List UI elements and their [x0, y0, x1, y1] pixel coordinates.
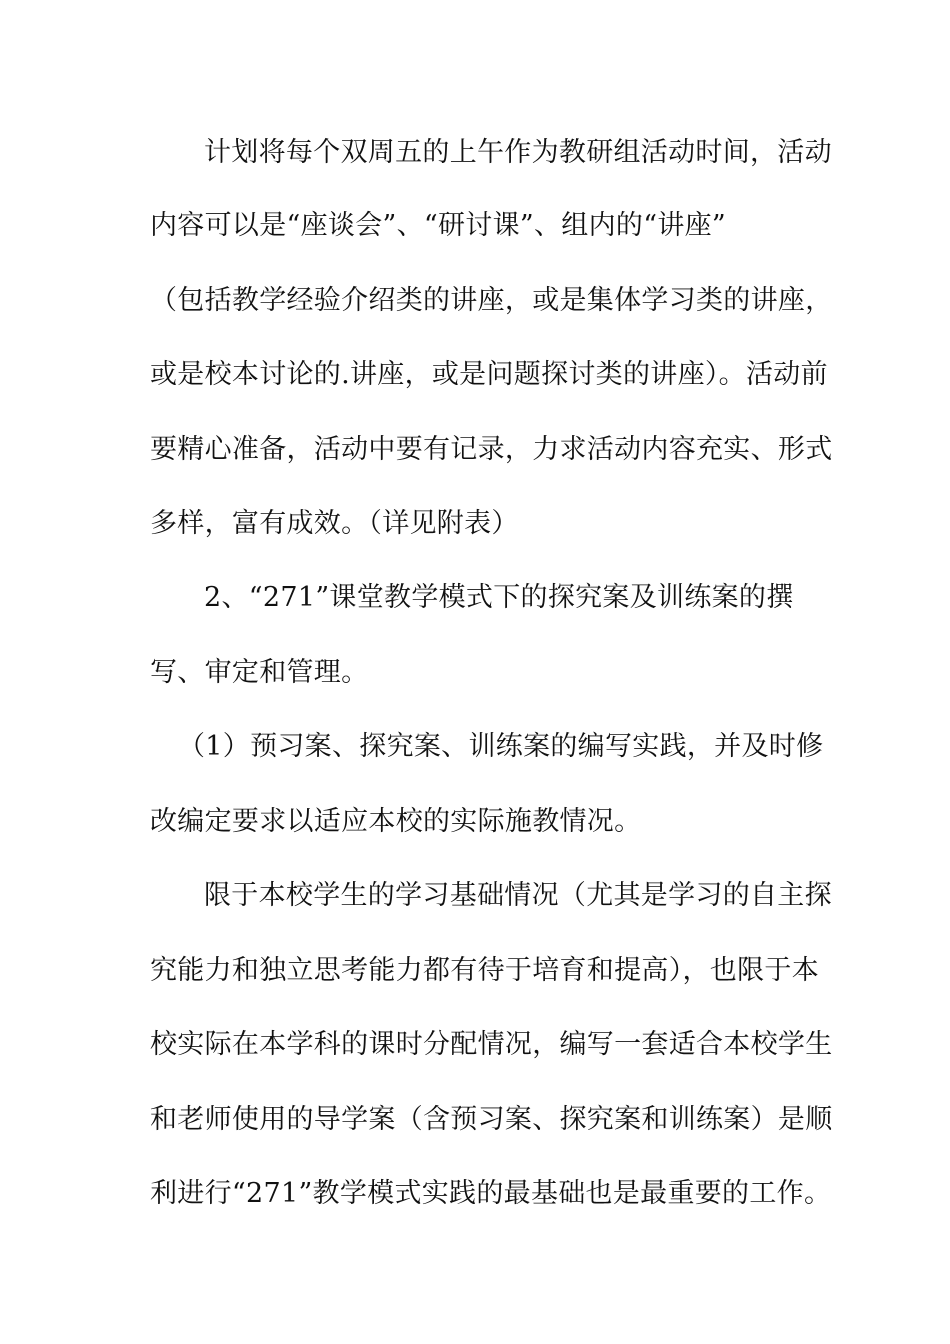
paragraph-line: 要精心准备，活动中要有记录，力求活动内容充实、形式 — [150, 434, 833, 465]
section-heading-line: 写、审定和管理。 — [150, 657, 369, 688]
subsection-heading-line: （1）预习案、探究案、训练案的编写实践，并及时修 — [178, 731, 824, 762]
paragraph-line: 限于本校学生的学习基础情况（尤其是学习的自主探 — [204, 880, 832, 911]
paragraph-line: 内容可以是“座谈会”、“研讨课”、组内的“讲座” — [150, 210, 727, 241]
subsection-heading-line: 改编定要求以适应本校的实际施教情况。 — [150, 806, 642, 837]
paragraph-line: 究能力和独立思考能力都有待于培育和提高），也限于本 — [150, 955, 819, 986]
paragraph-line: 多样，富有成效。（详见附表） — [150, 508, 519, 539]
section-heading-line: 2、“271”课堂教学模式下的探究案及训练案的撰 — [204, 582, 794, 613]
paragraph-line: 利进行“271”教学模式实践的最基础也是最重要的工作。 — [150, 1178, 832, 1209]
paragraph-line: 计划将每个双周五的上午作为教研组活动时间，活动 — [204, 137, 832, 168]
paragraph-line: 或是校本讨论的.讲座，或是问题探讨类的讲座）。活动前 — [150, 359, 828, 390]
paragraph-line: 和老师使用的导学案（含预习案、探究案和训练案）是顺 — [150, 1104, 833, 1135]
paragraph-line: （包括教学经验介绍类的讲座，或是集体学习类的讲座， — [150, 285, 833, 316]
paragraph-line: 校实际在本学科的课时分配情况，编写一套适合本校学生 — [150, 1029, 833, 1060]
